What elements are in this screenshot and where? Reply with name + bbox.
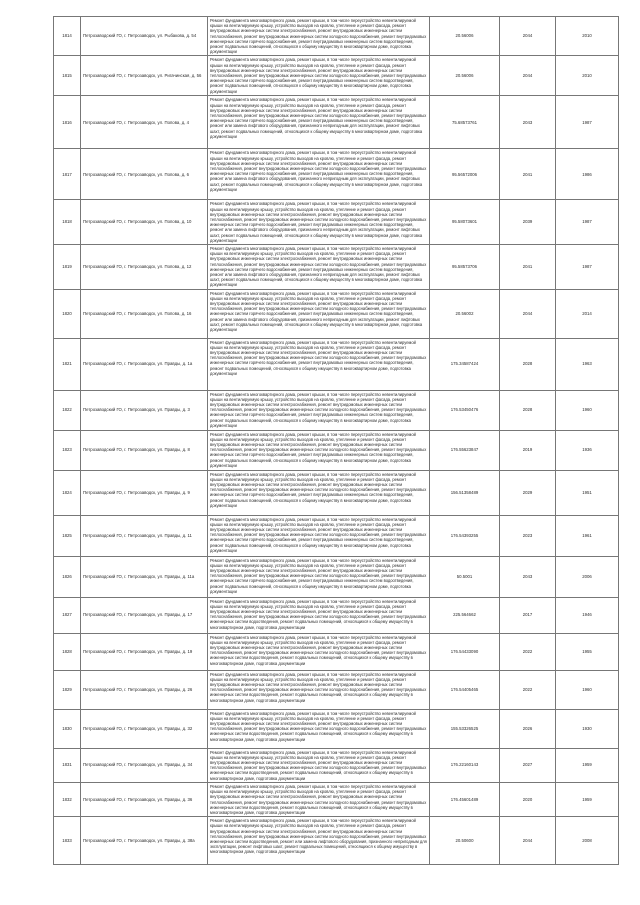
works-list-cell: Ремонт фундамента многоквартирного дома, ремонт крыши, в том числе переустройство невентилируемой крыши на вентилируемую крышу, устройство выходов на кровлю, утепление и ремонт фасада, ремонт внутридомовых инженерных систем электроснабжения, ремонт внутридомовых инженерных систем теплоснабжения, ремонт внутридомовых инженерных систем холодного водоснабжения, ремонт внутридомовых инженерных систем горячего водоснабжения, ремонт внутридомовых инженерных систем водоотведения, ремонт или замена лифтового оборудования, признанного непригодным для эксплуатации, ремонт лифтовых шахт, ремонт подвальных помещений, относящихся к общему имуществу в многоквартирном доме, подготовка документации	[208, 289, 430, 338]
cost-cell: 155.53326525	[430, 709, 500, 748]
table-row	[54, 670, 619, 709]
build-year-cell: 1936	[556, 430, 619, 470]
plan-year-cell: 2041	[500, 245, 556, 290]
plan-year-cell: 2044	[500, 289, 556, 338]
row-number-cell: 1817	[54, 149, 81, 200]
row-number-cell: 1832	[54, 782, 81, 816]
plan-year-cell: 2022	[500, 670, 556, 709]
works-list-cell: Ремонт фундамента многоквартирного дома, ремонт крыши, в том числе переустройство невентилируемой крыши на вентилируемую крышу, устройство выходов на кровлю, утепление и ремонт фасада, ремонт внутридомовых инженерных систем электроснабжения, ремонт внутридомовых инженерных систем теплоснабжения, ремонт внутридомовых инженерных систем холодного водоснабжения, ремонт внутридомовых инженерных систем горячего водоснабжения, ремонт внутридомовых инженерных систем водоотведения, ремонт подвальных помещений, относящихся к общему имуществу в многоквартирном доме, подготовка документации	[208, 338, 430, 390]
table-row	[54, 149, 619, 200]
plan-year-cell: 2041	[500, 149, 556, 200]
works-list-cell: Ремонт фундамента многоквартирного дома, ремонт крыши, в том числе переустройство невентилируемой крыши на вентилируемую крышу, устройство выходов на кровлю, утепление и ремонт фасада, ремонт внутридомовых инженерных систем электроснабжения, ремонт внутридомовых инженерных систем теплоснабжения, ремонт внутридомовых инженерных систем холодного водоснабжения, ремонт внутридомовых инженерных систем горячего водоснабжения, ремонт внутридомовых инженерных систем водоотведения, ремонт подвальных помещений, относящихся к общему имуществу в многоквартирном доме, подготовка документации	[208, 515, 430, 556]
build-year-cell: 2010	[556, 56, 619, 96]
build-year-cell: 2014	[556, 289, 619, 338]
row-number-cell: 1833	[54, 817, 81, 865]
address-cell: Петрозаводский ГО, г. Петрозаводск, ул. Правды, д. 36	[81, 782, 208, 816]
address-cell: Петрозаводский ГО, г. Петрозаводск, ул. Правды, д. 34	[81, 748, 208, 782]
table-row	[54, 597, 619, 633]
address-cell: Петрозаводский ГО, г. Петрозаводск, ул. Правды, д. 38а	[81, 817, 208, 865]
build-year-cell: 2006	[556, 556, 619, 597]
works-list-cell: Ремонт фундамента многоквартирного дома, ремонт крыши, в том числе переустройство невентилируемой крыши на вентилируемую крышу, устройство выходов на кровлю, утепление и ремонт фасада, ремонт внутридомовых инженерных систем электроснабжения, ремонт внутридомовых инженерных систем теплоснабжения, ремонт внутридомовых инженерных систем холодного водоснабжения, ремонт внутридомовых инженерных систем горячего водоснабжения, ремонт внутридомовых инженерных систем водоотведения, ремонт подвальных помещений, относящихся к общему имуществу в многоквартирном доме, подготовка документации	[208, 17, 430, 56]
cost-cell: 176.53450476	[430, 390, 500, 430]
row-number-cell: 1814	[54, 17, 81, 56]
table-row	[54, 289, 619, 338]
cost-cell: 95.58573706	[430, 245, 500, 290]
row-number-cell: 1825	[54, 515, 81, 556]
address-cell: Петрозаводский ГО, г. Петрозаводск, ул. Правды, д. 19	[81, 633, 208, 670]
address-cell: Петрозаводский ГО, г. Петрозаводск, ул. Попова, д. 16	[81, 289, 208, 338]
works-list-cell: Ремонт фундамента многоквартирного дома, ремонт крыши, в том числе переустройство невентилируемой крыши на вентилируемую крышу, устройство выходов на кровлю, утепление и ремонт фасада, ремонт внутридомовых инженерных систем электроснабжения, ремонт внутридомовых инженерных систем теплоснабжения, ремонт внутридомовых инженерных систем холодного водоснабжения, ремонт внутридомовых инженерных систем горячего водоснабжения, ремонт внутридомовых инженерных систем водоотведения, ремонт или замена лифтового оборудования, признанного непригодным для эксплуатации, ремонт лифтовых шахт, ремонт подвальных помещений, относящихся к общему имуществу в многоквартирном доме, подготовка документации	[208, 200, 430, 245]
build-year-cell: 1930	[556, 709, 619, 748]
table-row	[54, 338, 619, 390]
build-year-cell: 1946	[556, 597, 619, 633]
works-list-cell: Ремонт фундамента многоквартирного дома, ремонт крыши, в том числе переустройство невентилируемой крыши на вентилируемую крышу, устройство выходов на кровлю, утепление и ремонт фасада, ремонт внутридомовых инженерных систем электроснабжения, ремонт внутридомовых инженерных систем теплоснабжения, ремонт внутридомовых инженерных систем холодного водоснабжения, ремонт внутридомовых инженерных систем горячего водоснабжения, ремонт внутридомовых инженерных систем водоотведения, ремонт подвальных помещений, относящихся к общему имуществу в многоквартирном доме, подготовка документации	[208, 470, 430, 515]
address-cell: Петрозаводский ГО, г. Петрозаводск, ул. Рыбакова, д. 54	[81, 17, 208, 56]
row-number-cell: 1826	[54, 556, 81, 597]
table-row	[54, 390, 619, 430]
cost-cell: 225.564662	[430, 597, 500, 633]
works-list-cell: Ремонт фундамента многоквартирного дома, ремонт крыши, в том числе переустройство невентилируемой крыши на вентилируемую крышу, устройство выходов на кровлю, утепление и ремонт фасада, ремонт внутридомовых инженерных систем электроснабжения, ремонт внутридомовых инженерных систем теплоснабжения, ремонт внутридомовых инженерных систем холодного водоснабжения, ремонт внутридомовых инженерных систем водоотведения, ремонт подвальных помещений, относящихся к общему имуществу в многоквартирном доме, подготовка документации	[208, 597, 430, 633]
address-cell: Петрозаводский ГО, г. Петрозаводск, ул. Правды, д. 3	[81, 390, 208, 430]
works-list-cell: Ремонт фундамента многоквартирного дома, ремонт крыши, в том числе переустройство невентилируемой крыши на вентилируемую крышу, устройство выходов на кровлю, утепление и ремонт фасада, ремонт внутридомовых инженерных систем электроснабжения, ремонт внутридомовых инженерных систем теплоснабжения, ремонт внутридомовых инженерных систем холодного водоснабжения, ремонт внутридомовых инженерных систем водоотведения, ремонт подвальных помещений, относящихся к общему имуществу в многоквартирном доме, подготовка документации	[208, 633, 430, 670]
build-year-cell: 1963	[556, 338, 619, 390]
works-list-cell: Ремонт фундамента многоквартирного дома, ремонт крыши, в том числе переустройство невентилируемой крыши на вентилируемую крышу, устройство выходов на кровлю, утепление и ремонт фасада, ремонт внутридомовых инженерных систем электроснабжения, ремонт внутридомовых инженерных систем теплоснабжения, ремонт внутридомовых инженерных систем холодного водоснабжения, ремонт внутридомовых инженерных систем водоотведения, ремонт подвальных помещений, относящихся к общему имуществу в многоквартирном доме, подготовка документации	[208, 782, 430, 816]
plan-year-cell: 2017	[500, 597, 556, 633]
address-cell: Петрозаводский ГО, г. Петрозаводск, ул. Правды, д. 11	[81, 515, 208, 556]
table-row	[54, 430, 619, 470]
build-year-cell: 1961	[556, 515, 619, 556]
table-row	[54, 782, 619, 816]
table-row	[54, 17, 619, 56]
plan-year-cell: 2044	[500, 817, 556, 865]
table-row	[54, 515, 619, 556]
cost-cell: 176.54433090	[430, 633, 500, 670]
plan-year-cell: 2043	[500, 556, 556, 597]
table-row	[54, 748, 619, 782]
table-row	[54, 96, 619, 149]
row-number-cell: 1821	[54, 338, 81, 390]
row-number-cell: 1831	[54, 748, 81, 782]
address-cell: Петрозаводский ГО, г. Петрозаводск, ул. Правды, д. 11а	[81, 556, 208, 597]
plan-year-cell: 2028	[500, 338, 556, 390]
build-year-cell: 1987	[556, 200, 619, 245]
address-cell: Петрозаводский ГО, г. Петрозаводск, ул. Правды, д. 1а	[81, 338, 208, 390]
row-number-cell: 1815	[54, 56, 81, 96]
table-row	[54, 633, 619, 670]
cost-cell: 95.56572006	[430, 149, 500, 200]
build-year-cell: 1959	[556, 782, 619, 816]
cost-cell: 156.51358489	[430, 470, 500, 515]
row-number-cell: 1828	[54, 633, 81, 670]
build-year-cell: 1955	[556, 633, 619, 670]
row-number-cell: 1818	[54, 200, 81, 245]
cost-cell: 95.58073601	[430, 200, 500, 245]
cost-cell: 176.22160143	[430, 748, 500, 782]
address-cell: Петрозаводский ГО, г. Петрозаводск, ул. Правды, д. 9	[81, 470, 208, 515]
address-cell: Петрозаводский ГО, г. Петрозаводск, ул. Правды, д. 32	[81, 709, 208, 748]
plan-year-cell: 2019	[500, 430, 556, 470]
works-list-cell: Ремонт фундамента многоквартирного дома, ремонт крыши, в том числе переустройство невентилируемой крыши на вентилируемую крышу, устройство выходов на кровлю, утепление и ремонт фасада, ремонт внутридомовых инженерных систем электроснабжения, ремонт внутридомовых инженерных систем теплоснабжения, ремонт внутридомовых инженерных систем холодного водоснабжения, ремонт внутридомовых инженерных систем горячего водоснабжения, ремонт внутридомовых инженерных систем водоотведения, ремонт подвальных помещений, относящихся к общему имуществу в многоквартирном доме, подготовка документации	[208, 56, 430, 96]
build-year-cell: 1960	[556, 390, 619, 430]
row-number-cell: 1820	[54, 289, 81, 338]
address-cell: Петрозаводский ГО, г. Петрозаводск, ул. Попова, д. 4	[81, 96, 208, 149]
row-number-cell: 1829	[54, 670, 81, 709]
plan-year-cell: 2022	[500, 633, 556, 670]
table-row	[54, 817, 619, 865]
build-year-cell: 1987	[556, 96, 619, 149]
build-year-cell: 1951	[556, 470, 619, 515]
row-number-cell: 1824	[54, 470, 81, 515]
plan-year-cell: 2027	[500, 748, 556, 782]
works-list-cell: Ремонт фундамента многоквартирного дома, ремонт крыши, в том числе переустройство невентилируемой крыши на вентилируемую крышу, устройство выходов на кровлю, утепление и ремонт фасада, ремонт внутридомовых инженерных систем электроснабжения, ремонт внутридомовых инженерных систем теплоснабжения, ремонт внутридомовых инженерных систем холодного водоснабжения, ремонт внутридомовых инженерных систем горячего водоснабжения, ремонт внутридомовых инженерных систем водоотведения, ремонт или замена лифтового оборудования, признанного непригодным для эксплуатации, ремонт лифтовых шахт, ремонт подвальных помещений, относящихся к общему имуществу в многоквартирном доме, подготовка документации	[208, 149, 430, 200]
cost-cell: 176.45601489	[430, 782, 500, 816]
works-list-cell: Ремонт фундамента многоквартирного дома, ремонт крыши, в том числе переустройство невентилируемой крыши на вентилируемую крышу, устройство выходов на кровлю, утепление и ремонт фасада, ремонт внутридомовых инженерных систем электроснабжения, ремонт внутридомовых инженерных систем теплоснабжения, ремонт внутридомовых инженерных систем холодного водоснабжения, ремонт внутридомовых инженерных систем горячего водоснабжения, ремонт внутридомовых инженерных систем водоотведения, ремонт подвальных помещений, относящихся к общему имуществу в многоквартирном доме, подготовка документации	[208, 430, 430, 470]
works-list-cell: Ремонт фундамента многоквартирного дома, ремонт крыши, в том числе переустройство невентилируемой крыши на вентилируемую крышу, устройство выходов на кровлю, утепление и ремонт фасада, ремонт внутридомовых инженерных систем электроснабжения, ремонт внутридомовых инженерных систем теплоснабжения, ремонт внутридомовых инженерных систем холодного водоснабжения, ремонт внутридомовых инженерных систем водоотведения, ремонт подвальных помещений, относящихся к общему имуществу в многоквартирном доме, подготовка документации	[208, 709, 430, 748]
address-cell: Петрозаводский ГО, г. Петрозаводск, ул. Попова, д. 10	[81, 200, 208, 245]
table-row	[54, 709, 619, 748]
cost-cell: 20.50600	[430, 817, 500, 865]
works-list-cell: Ремонт фундамента многоквартирного дома, ремонт крыши, в том числе переустройство невентилируемой крыши на вентилируемую крышу, устройство выходов на кровлю, утепление и ремонт фасада, ремонт внутридомовых инженерных систем электроснабжения, ремонт внутридомовых инженерных систем теплоснабжения, ремонт внутридомовых инженерных систем холодного водоснабжения, ремонт внутридомовых инженерных систем горячего водоснабжения, ремонт внутридомовых инженерных систем водоотведения, ремонт подвальных помещений, относящихся к общему имуществу в многоквартирном доме, подготовка документации	[208, 556, 430, 597]
address-cell: Петрозаводский ГО, г. Петрозаводск, ул. Попова, д. 6	[81, 149, 208, 200]
capital-repair-table	[53, 16, 619, 865]
plan-year-cell: 2026	[500, 709, 556, 748]
cost-cell: 176.54393255	[430, 515, 500, 556]
cost-cell: 20.56002	[430, 289, 500, 338]
works-list-cell: Ремонт фундамента многоквартирного дома, ремонт крыши, в том числе переустройство невентилируемой крыши на вентилируемую крышу, устройство выходов на кровлю, утепление и ремонт фасада, ремонт внутридомовых инженерных систем электроснабжения, ремонт внутридомовых инженерных систем теплоснабжения, ремонт внутридомовых инженерных систем холодного водоснабжения, ремонт внутридомовых инженерных систем водоотведения, ремонт подвальных помещений, относящихся к общему имуществу в многоквартирном доме, подготовка документации	[208, 670, 430, 709]
address-cell: Петрозаводский ГО, г. Петрозаводск, ул. Правды, д. 8	[81, 430, 208, 470]
plan-year-cell: 2044	[500, 56, 556, 96]
row-number-cell: 1830	[54, 709, 81, 748]
address-cell: Петрозаводский ГО, г. Петрозаводск, ул. Правды, д. 17	[81, 597, 208, 633]
table-row	[54, 56, 619, 96]
row-number-cell: 1819	[54, 245, 81, 290]
plan-year-cell: 2020	[500, 782, 556, 816]
plan-year-cell: 2029	[500, 470, 556, 515]
row-number-cell: 1823	[54, 430, 81, 470]
row-number-cell: 1822	[54, 390, 81, 430]
plan-year-cell: 2023	[500, 515, 556, 556]
build-year-cell: 1986	[556, 149, 619, 200]
cost-cell: 50.5001	[430, 556, 500, 597]
cost-cell: 176.55623847	[430, 430, 500, 470]
row-number-cell: 1827	[54, 597, 81, 633]
cost-cell: 20.56006	[430, 17, 500, 56]
address-cell: Петрозаводский ГО, г. Петрозаводск, ул. Ригачинская, д. 56	[81, 56, 208, 96]
cost-cell: 176.54405465	[430, 670, 500, 709]
plan-year-cell: 2039	[500, 200, 556, 245]
table-body	[54, 17, 619, 865]
works-list-cell: Ремонт фундамента многоквартирного дома, ремонт крыши, в том числе переустройство невентилируемой крыши на вентилируемую крышу, устройство выходов на кровлю, утепление и ремонт фасада, ремонт внутридомовых инженерных систем электроснабжения, ремонт внутридомовых инженерных систем теплоснабжения, ремонт внутридомовых инженерных систем холодного водоснабжения, ремонт внутридомовых инженерных систем горячего водоснабжения, ремонт внутридомовых инженерных систем водоотведения, ремонт подвальных помещений, относящихся к общему имуществу в многоквартирном доме, подготовка документации	[208, 390, 430, 430]
build-year-cell: 2010	[556, 17, 619, 56]
table-row	[54, 200, 619, 245]
plan-year-cell: 2044	[500, 17, 556, 56]
cost-cell: 75.68573761	[430, 96, 500, 149]
table-row	[54, 245, 619, 290]
plan-year-cell: 2028	[500, 390, 556, 430]
address-cell: Петрозаводский ГО, г. Петрозаводск, ул. Попова, д. 12	[81, 245, 208, 290]
works-list-cell: Ремонт фундамента многоквартирного дома, ремонт крыши, в том числе переустройство невентилируемой крыши на вентилируемую крышу, устройство выходов на кровлю, утепление и ремонт фасада, ремонт внутридомовых инженерных систем электроснабжения, ремонт внутридомовых инженерных систем теплоснабжения, ремонт внутридомовых инженерных систем холодного водоснабжения, ремонт внутридомовых инженерных систем горячего водоснабжения, ремонт внутридомовых инженерных систем водоотведения, ремонт или замена лифтового оборудования, признанного непригодным для эксплуатации, ремонт лифтовых шахт, ремонт подвальных помещений, относящихся к общему имуществу в многоквартирном доме, подготовка документации	[208, 96, 430, 149]
build-year-cell: 1987	[556, 245, 619, 290]
cost-cell: 175.34587424	[430, 338, 500, 390]
row-number-cell: 1816	[54, 96, 81, 149]
works-list-cell: Ремонт фундамента многоквартирного дома, ремонт крыши, в том числе переустройство невентилируемой крыши на вентилируемую крышу, устройство выходов на кровлю, утепление и ремонт фасада, ремонт внутридомовых инженерных систем электроснабжения, ремонт внутридомовых инженерных систем теплоснабжения, ремонт внутридомовых инженерных систем холодного водоснабжения, ремонт внутридомовых инженерных систем водоотведения, ремонт подвальных помещений, относящихся к общему имуществу в многоквартирном доме, подготовка документации	[208, 748, 430, 782]
works-list-cell: Ремонт фундамента многоквартирного дома, ремонт крыши, в том числе переустройство невентилируемой крыши на вентилируемую крышу, устройство выходов на кровлю, утепление и ремонт фасада, ремонт внутридомовых инженерных систем электроснабжения, ремонт внутридомовых инженерных систем теплоснабжения, ремонт внутридомовых инженерных систем холодного водоснабжения, ремонт внутридомовых инженерных систем горячего водоснабжения, ремонт внутридомовых инженерных систем водоотведения, ремонт или замена лифтового оборудования, признанного непригодным для эксплуатации, ремонт лифтовых шахт, ремонт подвальных помещений, относящихся к общему имуществу в многоквартирном доме, подготовка документации	[208, 245, 430, 290]
build-year-cell: 1959	[556, 748, 619, 782]
build-year-cell: 1960	[556, 670, 619, 709]
plan-year-cell: 2043	[500, 96, 556, 149]
table-row	[54, 470, 619, 515]
build-year-cell: 2008	[556, 817, 619, 865]
cost-cell: 20.56006	[430, 56, 500, 96]
works-list-cell: Ремонт фундамента многоквартирного дома, ремонт крыши, в том числе переустройство невентилируемой крыши на вентилируемую крышу, устройство выходов на кровлю, утепление и ремонт фасада, ремонт внутридомовых инженерных систем электроснабжения, ремонт внутридомовых инженерных систем теплоснабжения, ремонт внутридомовых инженерных систем холодного водоснабжения, ремонт внутридомовых инженерных систем водоотведения, ремонт или замена лифтового оборудования, признанного непригодным для эксплуатации, ремонт лифтовых шахт, ремонт подвальных помещений, относящихся к общему имуществу в многоквартирном доме, подготовка документации	[208, 817, 430, 865]
table-row	[54, 556, 619, 597]
address-cell: Петрозаводский ГО, г. Петрозаводск, ул. Правды, д. 26	[81, 670, 208, 709]
